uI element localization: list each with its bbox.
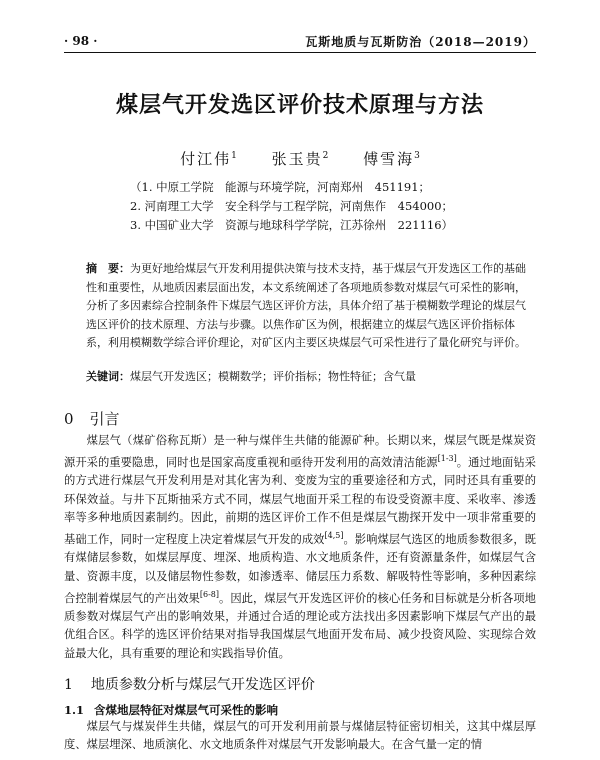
running-header (64, 30, 536, 52)
affiliation-list (130, 178, 550, 235)
paragraph-text: 。因此，煤层气开发选区评价的核心任务和目标就是分析各项地质参数对煤层气产出的影响效果，并通过合适的理论或方法找出多因素影响下煤层气产出的最优组合区。科学的选区评价结果对指导我国煤层气地面开发布局、减少投资风险、实现综合效益最大化，具有重要的理论和实践指导价值。 (64, 591, 536, 660)
journal-title: 瓦斯地质与瓦斯防治（2018—2019） (305, 34, 536, 49)
paragraph-text: 。影响煤层气选区的地质参数很多，既有煤储层参数，如煤层厚度、埋深、地质构造、水文地质条件，还有资源量条件，如煤层气含量、资源丰度，以及储层物性参数，如渗透率、储层压力系数、解吸特性等影响，多种因素综合控制着煤层气的产出效果 (64, 533, 536, 605)
author-list (0, 148, 600, 169)
section-title: 引言 (89, 410, 120, 428)
author-name: 张玉贵 (271, 150, 323, 168)
section-number: 0 (64, 410, 74, 428)
keywords (86, 368, 526, 386)
keywords-text: 煤层气开发选区；模糊数学；评价指标；物性特征；含气量 (130, 370, 416, 383)
section-number: 1 (64, 677, 73, 693)
article-title: 煤层气开发选区评价技术原理与方法 (115, 92, 484, 118)
affiliation: （1. 中原工学院 能源与环境学院，河南郑州 451191； (130, 180, 431, 194)
citation: [4,5] (324, 531, 344, 541)
paragraph-text: 煤层气（煤矿俗称瓦斯）是一种与煤伴生共储的能源矿种。长期以来，煤层气既是煤炭资源开采的重要隐患，同时也是国家高度重视和亟待开发利用的高效清洁能源 (64, 434, 536, 470)
subsection-number: 1.1 (64, 703, 85, 717)
affiliation: 2. 河南理工大学 安全科学与工程学院，河南焦作 454000； (130, 199, 454, 213)
keywords-label: 关键词： (86, 370, 130, 383)
affiliation: 3. 中国矿业大学 资源与地球科学学院，江苏徐州 221116） (130, 218, 454, 232)
citation: [1-3] (437, 454, 457, 464)
paragraph-text: 。通过地面钻采的方式进行煤层气开发利用是对其化害为利、变废为宝的重要途径和方式，同时还具有重要的环保效益。与井下瓦斯抽采方式不同，煤层气地面开采工程的布设受资源丰度、采收率、渗透率等多种地质因素制约。因此，前期的选区评价工作不但是煤层气勘探开发中一项非常重要的基础工作，同时一定程度上决定着煤层气开发的成效 (64, 456, 536, 547)
abstract-text: 为更好地给煤层气开发利用提供决策与技术支持，基于煤层气开发选区工作的基础性和重要性，从地质因素层面出发，本文系统阐述了各项地质参数对煤层气可采性的影响，分析了多因素综合控制条件下煤层气选区评价方法，具体介绍了基于模糊数学理论的煤层气选区评价的技术原理、方法与步骤。以焦作矿区为例，根据建立的煤层气选区评价指标体系，利用模糊数学综合评价理论，对矿区内主要区块煤层气可采性进行了量化研究与评价。 (86, 262, 526, 349)
intro-paragraph (64, 432, 536, 663)
citation: [6-8] (199, 589, 219, 599)
abstract-label: 摘 要： (86, 262, 130, 275)
subsection-heading-1-1 (64, 702, 278, 718)
author-name: 傅雪海 (363, 150, 415, 168)
affiliation-mark: 2 (322, 151, 329, 161)
section-1-1-paragraph: 煤层气与煤炭伴生共储，煤层气的可开发利用前景与煤储层特征密切相关，这其中煤层厚度、煤层埋深、地质演化、水文地质条件对煤层气开发影响最大。在含气量一定的情 (64, 720, 536, 752)
author (180, 150, 237, 168)
affiliation-mark: 1 (231, 151, 237, 161)
abstract (86, 260, 526, 353)
author-name: 付江伟 (180, 150, 232, 168)
author (363, 150, 420, 168)
section-title: 地质参数分析与煤层气开发选区评价 (90, 677, 315, 693)
subsection-title: 含煤地层特征对煤层气可采性的影响 (94, 703, 279, 717)
section-heading-1 (64, 674, 315, 694)
affiliation-mark: 3 (414, 151, 420, 161)
author (272, 150, 329, 168)
section-heading-intro (64, 408, 120, 429)
header-rule (64, 52, 536, 53)
page-number: · 98 · (64, 34, 98, 48)
